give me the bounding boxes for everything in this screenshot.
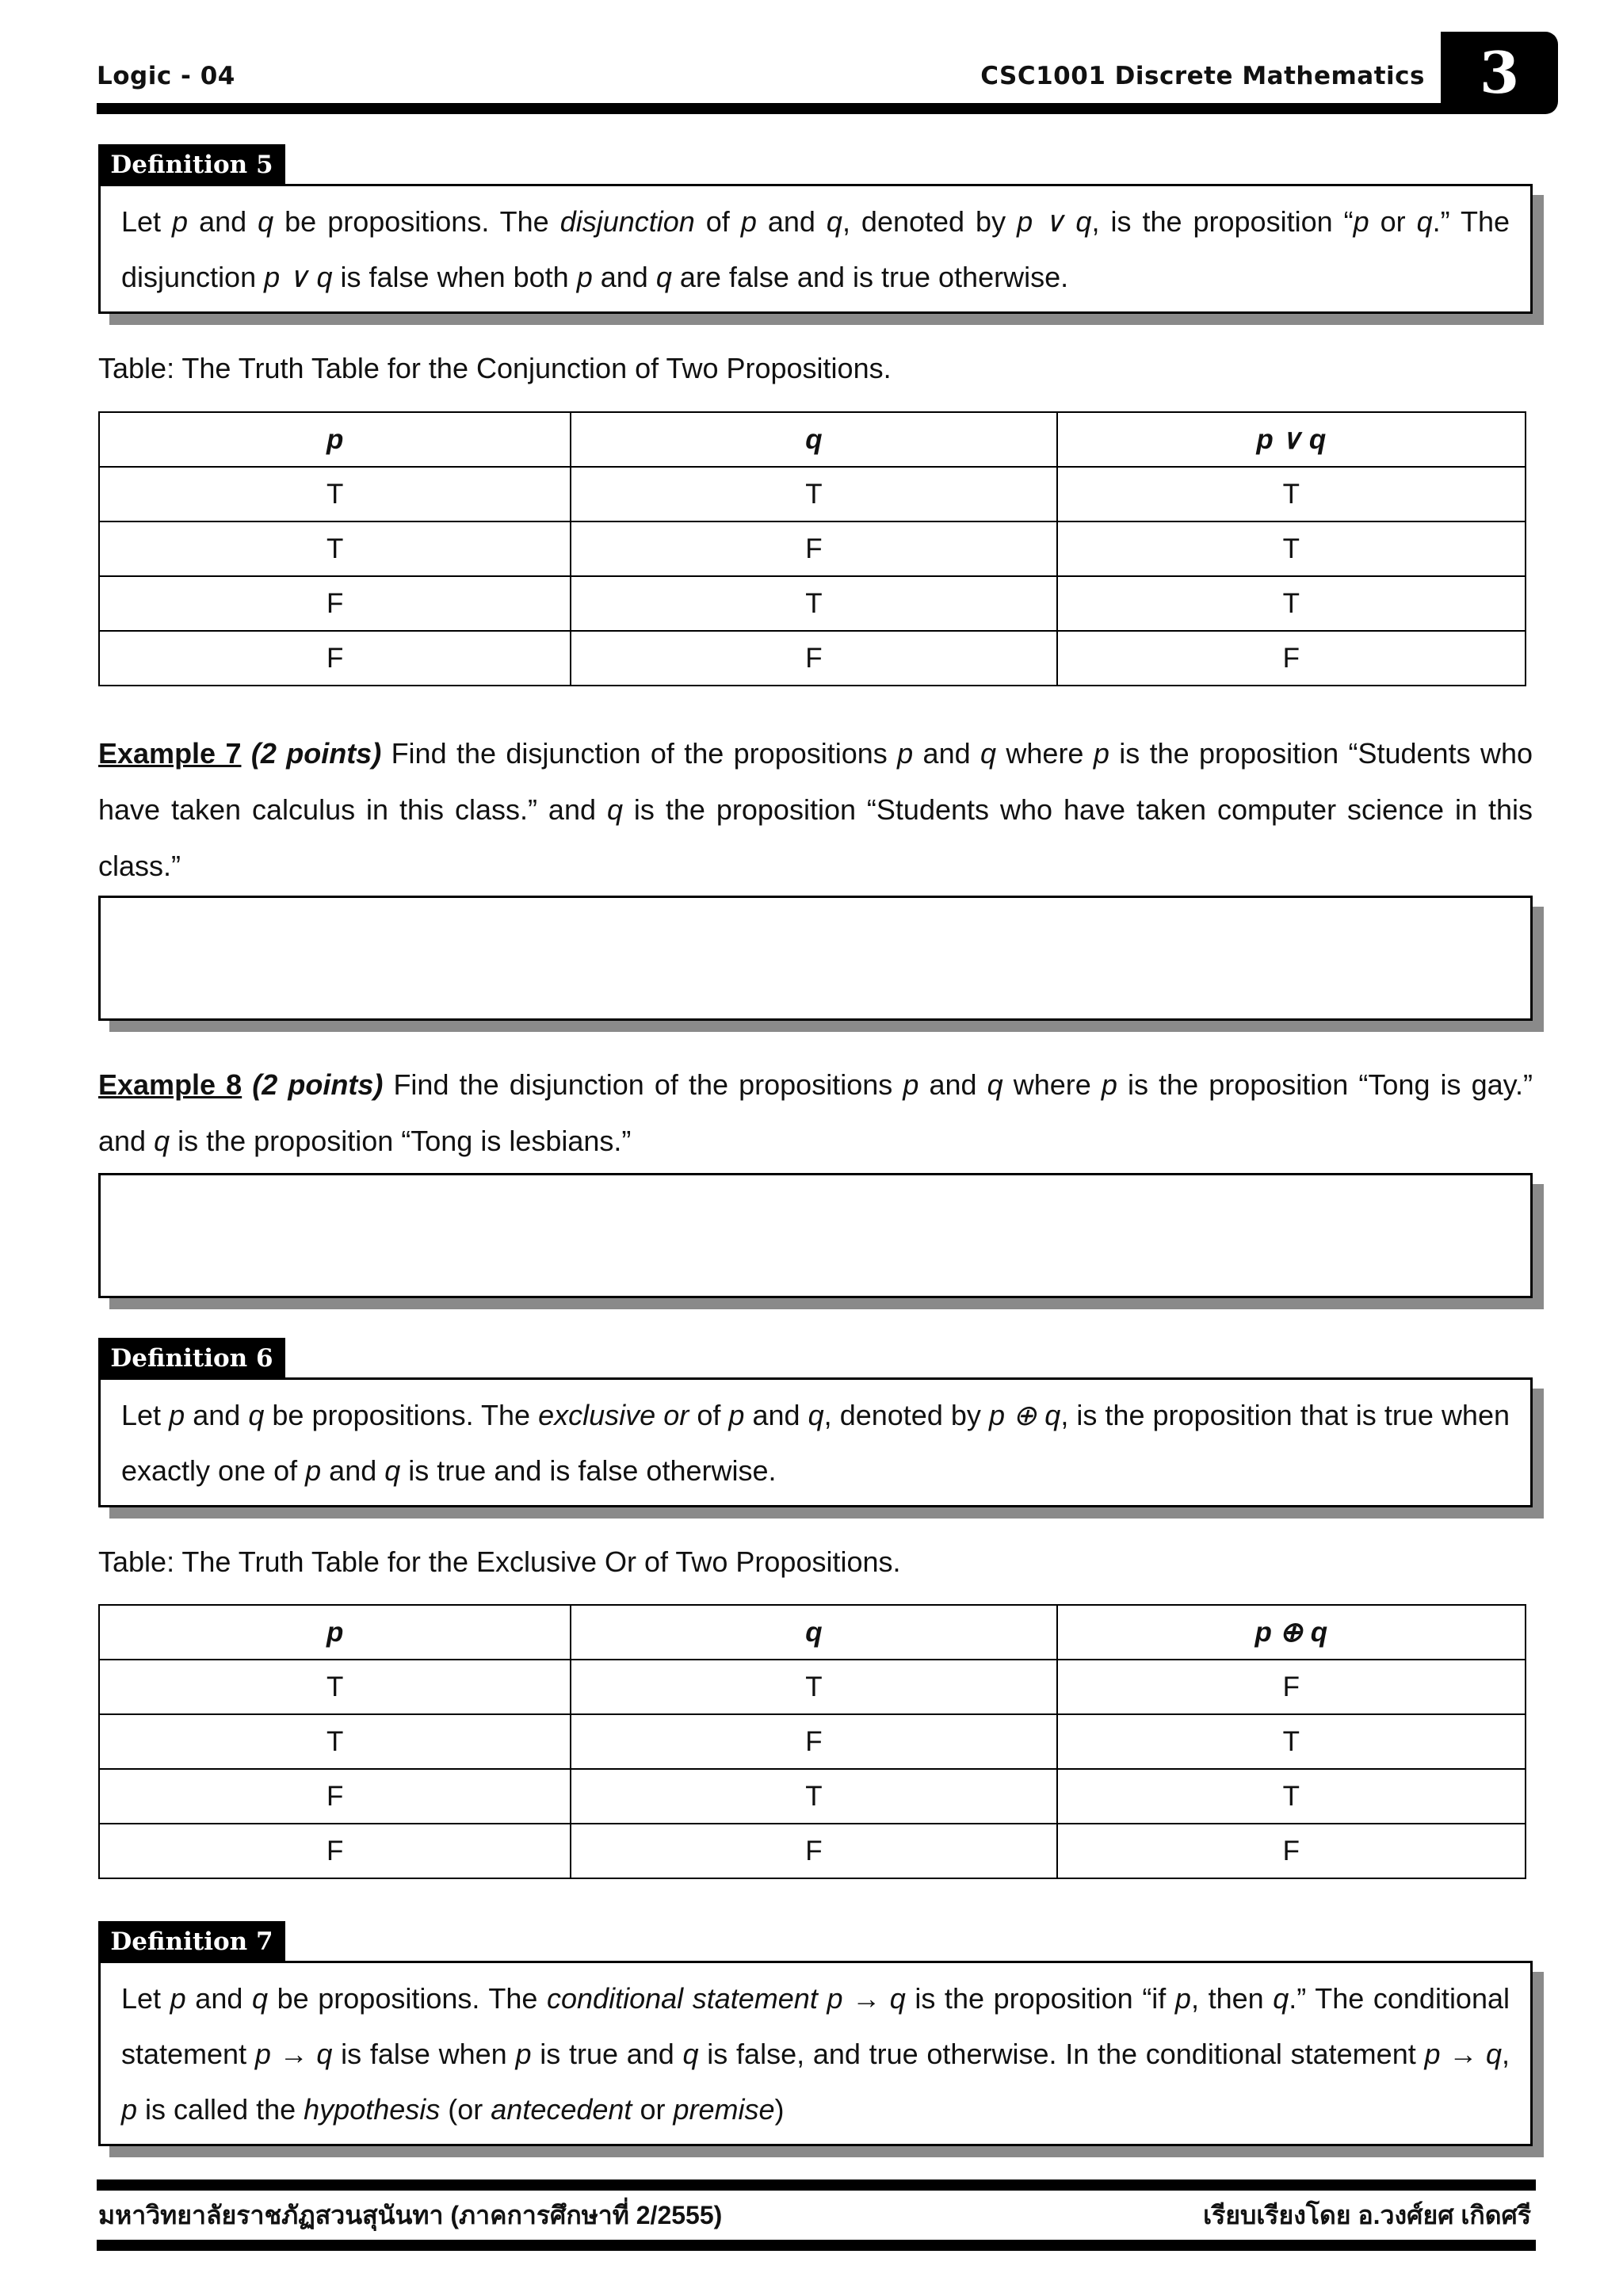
table-cell: T xyxy=(1057,1714,1526,1769)
header-course-title: CSC1001 Discrete Mathematics xyxy=(980,62,1425,90)
table-cell: T xyxy=(1057,1769,1526,1824)
table-cell: F xyxy=(1057,1824,1526,1878)
table-row xyxy=(99,631,1526,686)
example-7-text: Example 7 (2 points) Find the disjunction of the propositions p and q where p is the proposition “Students who have taken calculus in this class.” and q is the proposition “Students who have taken computer science in this class.” xyxy=(98,737,1533,882)
table-cell: T xyxy=(99,1714,571,1769)
header-cell: p ∨ q xyxy=(1057,412,1526,467)
definition-6-tab: Definition 6 xyxy=(98,1338,285,1379)
table-row xyxy=(99,1824,1526,1878)
table-row xyxy=(99,521,1526,576)
table-cell: T xyxy=(1057,521,1526,576)
table-cell: F xyxy=(99,1769,571,1824)
definition-5-tab: Definition 5 xyxy=(98,144,285,185)
table-cell: F xyxy=(571,631,1056,686)
header-rule xyxy=(97,103,1444,114)
table-1-caption: Table: The Truth Table for the Conjunction of Two Propositions. xyxy=(98,352,892,384)
footer-rule-top xyxy=(97,2179,1536,2191)
definition-7-box xyxy=(98,1961,1533,2146)
header-cell: q xyxy=(571,1605,1056,1660)
example-7-answer-box[interactable] xyxy=(98,896,1533,1021)
definition-6-text: Let p and q be propositions. The exclusive or of p and q, denoted by p ⊕ q, is the proposition that is true when exactly one of p and q is true and is false otherwise. xyxy=(121,1399,1510,1487)
table-row xyxy=(99,1714,1526,1769)
table-cell: T xyxy=(99,467,571,521)
definition-5-text: Let p and q be propositions. The disjunction of p and q, denoted by p ∨ q, is the proposition “p or q.” The disjunction p ∨ q is false when both p and q are false and is true otherwise. xyxy=(121,205,1510,293)
footer-author: เรียบเรียงโดย อ.วงศ์ยศ เกิดศรี xyxy=(1203,2201,1531,2229)
table-2-caption: Table: The Truth Table for the Exclusive Or of Two Propositions. xyxy=(98,1545,901,1578)
table-cell: F xyxy=(1057,631,1526,686)
table-cell: T xyxy=(571,576,1056,631)
header-cell: p ⊕ q xyxy=(1057,1605,1526,1660)
truth-table-exclusive-or xyxy=(98,1604,1526,1879)
definition-7-text: Let p and q be propositions. The conditional statement p → q is the proposition “if p, then q.” The conditional statement p → q is false when p is true and q is false, and true otherwise. In the conditional statement p → q, p is called the hypothesis (or antecedent or premise) xyxy=(121,1982,1510,2126)
header-cell: q xyxy=(571,412,1056,467)
definition-7-tab: Definition 7 xyxy=(98,1921,285,1962)
table-header-row xyxy=(99,1605,1526,1660)
table-cell: T xyxy=(571,1660,1056,1714)
table-row xyxy=(99,1769,1526,1824)
table-header-row xyxy=(99,412,1526,467)
header-cell: p xyxy=(99,1605,571,1660)
example-8-text: Example 8 (2 points) Find the disjunction of the propositions p and q where p is the proposition “Tong is gay.” and q is the proposition “Tong is lesbians.” xyxy=(98,1068,1533,1157)
definition-6-box xyxy=(98,1377,1533,1507)
page-number-badge: 3 xyxy=(1441,32,1558,114)
table-cell: T xyxy=(571,467,1056,521)
table-cell: T xyxy=(99,521,571,576)
table-cell: T xyxy=(571,1769,1056,1824)
table-cell: F xyxy=(571,521,1056,576)
table-row xyxy=(99,576,1526,631)
table-cell: T xyxy=(99,1660,571,1714)
table-cell: F xyxy=(99,1824,571,1878)
footer-rule-bottom xyxy=(97,2240,1536,2251)
table-cell: T xyxy=(1057,576,1526,631)
table-cell: T xyxy=(1057,467,1526,521)
table-cell: F xyxy=(99,631,571,686)
footer-university: มหาวิทยาลัยราชภัฏสวนสุนันทา (ภาคการศึกษาที่ 2/2555) xyxy=(98,2201,723,2229)
header-course-section: Logic - 04 xyxy=(97,62,235,90)
table-row xyxy=(99,467,1526,521)
table-cell: F xyxy=(1057,1660,1526,1714)
table-cell: F xyxy=(99,576,571,631)
table-cell: F xyxy=(571,1824,1056,1878)
example-8-answer-box[interactable] xyxy=(98,1173,1533,1298)
definition-5-box xyxy=(98,184,1533,314)
header-cell: p xyxy=(99,412,571,467)
truth-table-disjunction xyxy=(98,411,1526,686)
table-cell: F xyxy=(571,1714,1056,1769)
table-row xyxy=(99,1660,1526,1714)
